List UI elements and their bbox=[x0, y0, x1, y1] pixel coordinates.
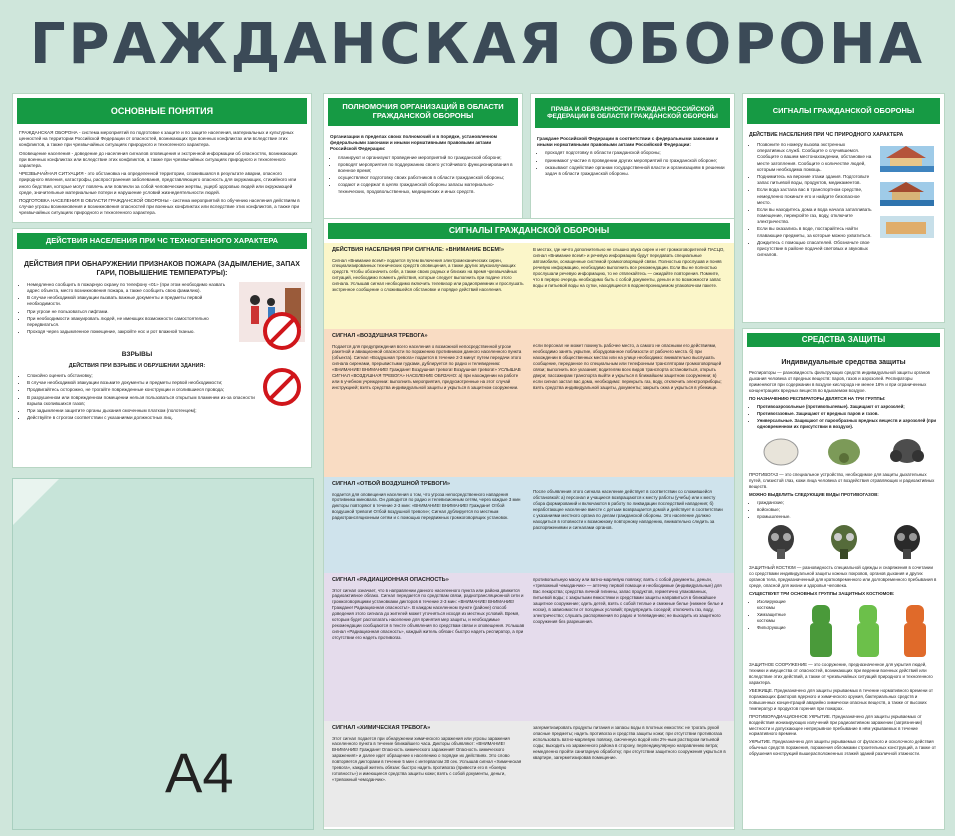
list-item: • При задымлении защитите органы дыхания смоченным платком (полотенцем); bbox=[27, 408, 255, 414]
list-item: • Действуйте в строгом соответствии с указаниями должностных лиц. bbox=[27, 415, 255, 421]
pocket-corner bbox=[13, 479, 59, 525]
paragraph: СУЩЕСТВУЕТ ТРИ ОСНОВНЫХ ГРУППЫ ЗАЩИТНЫХ КОСТЮМОВ: bbox=[749, 591, 895, 597]
list-item: • Если вы находитесь дома и вода начала затапливать помещение, перекройте газ, воду, отключите электричество. bbox=[757, 207, 872, 226]
paragraph: Граждане Российской Федерации в соответствии с федеральными законами и иными нормативными правовыми актами Российской Федерации: bbox=[537, 136, 719, 148]
paragraph: ЧРЕЗВЫЧАЙНАЯ СИТУАЦИЯ - это обстановка на определенной территории, сложившаяся в результате аварии, опасного природного явления, катастрофы, распространения заболевания, представляющего опасность для окружающих, стихийного или иного бедствия, которые могут повлечь или повлекли за собой человеческие жертвы, ущерб здоровью людей или окружающей среде, значительные материальные потери и нарушение условий жизнедеятельности людей. bbox=[19, 171, 297, 195]
civil-signals-card bbox=[323, 218, 735, 830]
powers-body bbox=[324, 130, 522, 200]
paragraph: подается для оповещения населения о том, что угроза непосредственного нападения противника миновала. Он доводится по радио и телевизионным сетям, через каждые 3 мин дикторы повторяют в течение 2-3 мин: «ВНИМАНИЕ! ВНИМАНИЕ! Граждане! Отбой воздушной тревоги! Отбой воздушной тревоги»; Сигнал дублируется по местным радиотрансляционным сетям и с помощью передвижных громкоговорящих установок. bbox=[332, 491, 521, 521]
list-item: • проходят подготовку в области гражданской обороны; bbox=[545, 150, 728, 156]
list-item: • При угрозе не пользоваться лифтами. bbox=[27, 309, 233, 315]
technogenic-body bbox=[13, 253, 311, 442]
natural-subtitle: ДЕЙСТВИЕ НАСЕЛЕНИЯ ПРИ ЧС ПРИРОДНОГО ХАРАКТЕРА bbox=[749, 132, 904, 138]
paragraph: После объявления этого сигнала население действует в соответствии со сложившейся обстановкой: а) персонал и учащиеся возвращаются к месту работы (учебы) или к месту сбора формирований и включаются в работу по ликвидации последствий нападения; б) неработающее население вместе с детьми возвращается домой и действует в соответствии с указаниями местного органа по делам гражданской обороны. Это население должно находиться в готовности к возможному повторному нападению, внимательно следить за распоряжениями и сигналами органов. bbox=[533, 489, 723, 530]
list-item: • Спокойно оценить обстановку; bbox=[27, 373, 255, 379]
list-item: • Немедленно сообщить в пожарную охрану по телефону «01» (при этом необходимо назвать адрес объекта, место возникновения пожара, а также сообщить свою фамилию). bbox=[27, 282, 233, 294]
suits-illustration bbox=[797, 599, 938, 659]
paragraph: ЗАЩИТНЫЙ КОСТЮМ — разновидность специальной одежды и снаряжения в сочетании со средствами индивидуальной защиты кожных покровов, органов дыхания и других органов тела, предназначенный для кратковременного или долговременного пребывания в среде, опасной для жизни и здоровья человека. bbox=[749, 565, 937, 589]
signal-air-clear-title: СИГНАЛ «ОТБОЙ ВОЗДУШНОЙ ТРЕВОГИ» bbox=[332, 481, 450, 487]
protection-card bbox=[742, 328, 945, 830]
signal-radiation-title: СИГНАЛ «РАДИАЦИОННАЯ ОПАСНОСТЬ» bbox=[332, 577, 449, 583]
list-item: • При необходимости эвакуировать людей, не имеющих возможности самостоятельно передвигаться. bbox=[27, 316, 233, 328]
list-item: • проводят мероприятия по поддержанию своего устойчивого функционирования в военное время; bbox=[338, 162, 516, 174]
no-fire-icon bbox=[263, 312, 301, 350]
no-gas-icon bbox=[263, 368, 301, 406]
respirators-illustration bbox=[749, 434, 938, 468]
signals-natural-header: СИГНАЛЫ ГРАЖДАНСКОЙ ОБОРОНЫ bbox=[747, 98, 940, 124]
powers-header: ПОЛНОМОЧИЯ ОРГАНИЗАЦИЙ В ОБЛАСТИ ГРАЖДАНСКОЙ ОБОРОНЫ bbox=[328, 98, 518, 126]
gas-masks-illustration bbox=[749, 523, 938, 561]
list-item: • Если вода застала вас в транспортном средстве, немедленно покиньте его и найдите безопасное место. bbox=[757, 187, 872, 206]
paragraph: ГРАЖДАНСКАЯ ОБОРОНА - система мероприятий по подготовке к защите и по защите населения, материальных и культурных ценностей на территории Российской Федерации от опасностей, возникающих при военных конфликтах или вследствие этих конфликтов, а также при чрезвычайных ситуациях природного и техногенного характера. bbox=[19, 130, 294, 148]
list-item: • планируют и организуют проведение мероприятий по гражданской обороне; bbox=[338, 155, 516, 161]
protection-header: СРЕДСТВА ЗАЩИТЫ bbox=[747, 333, 940, 347]
signal-chemical-band bbox=[324, 721, 734, 827]
paragraph: если персонал не может покинуть рабочее место, а самого не опасными его действиями, необходимо занять укрытие, оборудованное поблизости от рабочего места. б) при нахождении в общественных местах или на улице необходимо: внимательно выслушать сообщение, переданное по специальным или телефонным трансляторам громкоговорящей связи; выполнить все указания; водителям всех видов транспорта остановиться, открыть двери; пассажирам транспорта выйти и укрыться в ближайшем защитном сооружении; в) если сигнал застал вас дома, необходимо: перекрыть газ, воду, отключить электроприборы; взять средства индивидуальной защиты, документы; закрыть окна и укрыться в убежище. bbox=[533, 343, 722, 390]
list-item: • Химзащитные костюмы bbox=[757, 612, 793, 624]
list-item: • создают и содержат в целях гражданской обороны запасы материально-технических, продовольственных, медицинских и иных средств. bbox=[338, 182, 516, 194]
list-item: • гражданские; bbox=[757, 500, 938, 506]
paragraph: Сигнал «Внимание всем!» подается путем включения электромеханических сирен, специализированных технических средств оповещения, а также других звукоизлучающих средств. Чтобы обозначить себя, а также своих родных и близких на время чрезвычайных ситуаций, необходимо помнить действия, которые следует выполнить при подаче этого сигнала. Услышав сигнал необходимо включить телевизор или радиоприемник и прослушать экстренное сообщение о сложившейся обстановке и порядке действий населения. bbox=[332, 257, 524, 293]
paragraph: ЗАЩИТНОЕ СООРУЖЕНИЕ — это сооружение, предназначенное для укрытия людей, техники и имущества от опасностей, возникающих при ведении военных действий или вследствие этих действий, а также от чрезвычайных ситуаций природного и техногенного характера. bbox=[749, 662, 933, 685]
paragraph: противопыльную маску или ватно-марлевую повязку; взять с собой документы, деньги, «тревожный чемоданчик» — аптечку первой помощи и необходимые (индивидуальные) для Вас лекарства; средства личной гигиены, запас продуктов, герметично упакованных, питьевой воды; с закрытыми ёмкостями и средствами защиты направиться в ближайшее защитное сооружение; одеть детей, взять с собой теплые и смежные белье (нижнее белье и носки), в зависимости от погодных условий; предупредить соседей; отключить газ, воду, электричество; слушать распоряжения по радио и телевидению; не выходить из защитного сооружения без разрешения. bbox=[533, 577, 724, 624]
paragraph: ПО НАЗНАЧЕНИЮ РЕСПИРАТОРЫ ДЕЛЯТСЯ НА ТРИ ГРУППЫ: bbox=[749, 396, 886, 402]
rights-card bbox=[530, 93, 735, 223]
list-item: • Позвоните по номеру вызова экстренных оперативных служб. Сообщите о случившемся. Сообщите о вашем местонахождении, обстановке на месте затопления. Сообщите о количестве людей, которым необходима помощь. bbox=[757, 142, 872, 173]
paragraph: Подается для предупреждения всего населения о возможной непосредственной угрозе ракетной и авиационной опасности по поражению противником данного населенного пункта (объекта). Сигнал «Воздушная тревога» подается в течение 2-3 минут путем передачи этого сигнала сиренами, прерывистыми гудками, дублируется по радио и телевидению: «ВНИМАНИЕ! ВНИМАНИЕ! Граждане! Воздушная тревога! Воздушная тревога!» УСЛЫШАВ СИГНАЛ «ВОЗДУШНАЯ ТРЕВОГА» НАСЕЛЕНИЕ ОБЯЗАНО: а) при нахождении на работе или в учебном учреждении: выполнить мероприятия, предусмотренные на этот случай инструкцией; взять средства индивидуальной защиты и укрыться в защитном сооружении. bbox=[332, 343, 522, 391]
protection-subtitle: Индивидуальные средства защиты bbox=[781, 359, 906, 366]
list-item: • Изолирующие костюмы bbox=[757, 599, 793, 611]
paragraph: Этот сигнал подается при обнаружении химического заражения или угрозы заражения населенного пункта в течение ближайшего часа. Дикторы объявляют: «ВНИМАНИЕ! ВНИМАНИЕ! Граждане! Опасность химического заражения! Опасность химического заражения!» и далее идет обращение к населению о порядке их действиях. Это слово повторяется дикторами в течение 5 мин с интервалом 30 сек. Услышав сигнал «Химическая тревога», каждый житель обязан: быстро надеть противогаз (привести его в «боевую готовность») и имеющиеся средства защиты кожи; взять с собой документы, деньги, «тревожный чемоданчик». bbox=[332, 735, 522, 783]
paragraph: загерметизировать продукты питания и запасы воды в плотных емкостях: не трогать рукой опасные предметы; надеть противогаз и средства защиты кожи; при отсутствии противогаза использовать ватно-марлевую повязку, смоченную водой или 2%-ным раствором питьевой соды; выходить из зараженного района в сторону, перпендикулярную направлению ветра; немедленно пройти санитарную обработку; при отсутствии защитного сооружения укрыться в квартире, загерметизировав помещение. bbox=[533, 725, 726, 760]
paragraph: УКРЫТИЕ. Предназначено для защиты укрываемых от фугасного и осколочного действия обычных средств поражения, поражения обломками строительных конструкций, а также от обрушения конструкций вышерасположенных этажей зданий различной этажности. bbox=[749, 739, 937, 757]
signals-natural-body bbox=[743, 128, 944, 263]
paragraph: МОЖНО ВЫДЕЛИТЬ СЛЕДУЮЩИЕ ВИДЫ ПРОТИВОГАЗОВ: bbox=[749, 491, 879, 497]
paragraph: ПРОТИВОРАДИАЦИОННОЕ УКРЫТИЕ. Предназначено для защиты укрываемых от воздействия ионизирующих излучений при радиоактивном заражении (загрязнении) местности и допускающее непрерывное пребывание в нём укрываемых в течение нормативного времени. bbox=[749, 713, 923, 737]
paragraph: ПРОТИВОГАЗ — это специальное устройство, необходимое для защиты дыхательных путей, слизистой глаз, кожи лица человека от воздействия отравляющих и радиоактивных веществ. bbox=[749, 471, 935, 489]
rights-body bbox=[531, 132, 734, 182]
paragraph: Этот сигнал означает, что в направлении данного населенного пункта или района движется радиоактивное облако. Сигнал передается по средствам связи, радиотрансляционной сети и громкоговорящими установками дикторов в течение 2-3 мин: «ВНИМАНИЕ! ВНИМАНИЕ! Граждане! Радиационная опасность!». В каждом населенном пункте (районе) способ доведения этого сигнала до жителей может уточняться исходя из местных условий. Время, которым будет располагать население для принятия мер защиты, и необходимые рекомендации сообщаются в тексте объявления по средствам связи и оповещения. Услышав сигнал «Радиационная опасность», каждый житель обязан: быстро надеть респиратор, а при отсутствии его надеть противогаз. bbox=[332, 587, 525, 641]
explosion-title: ВЗРЫВЫ bbox=[121, 350, 153, 358]
list-item: • Дождитесь с помощью спасателей. Обозначьте свое присутствие в районе подачей световых и звуковых сигналов. bbox=[757, 240, 872, 259]
list-item: • Противоаэрозольные (противопылевые). Защищают от аэрозолей; bbox=[757, 404, 938, 410]
list-item: • Универсальные. Защищают от парообразных вредных веществ и аэрозолей (при одновременном их присутствии в воздухе). bbox=[757, 418, 938, 430]
signal-air-alert-title: СИГНАЛ «ВОЗДУШНАЯ ТРЕВОГА» bbox=[332, 333, 428, 339]
signal-attention-title: ДЕЙСТВИЯ НАСЕЛЕНИЯ ПРИ СИГНАЛЕ: «ВНИМАНИЕ ВСЕМ!» bbox=[332, 247, 504, 253]
signal-radiation-band bbox=[324, 573, 734, 721]
a4-label: A4 bbox=[165, 741, 234, 804]
signal-chemical-title: СИГНАЛ «ХИМИЧЕСКАЯ ТРЕВОГА» bbox=[332, 725, 431, 731]
basic-concepts-body bbox=[13, 128, 311, 222]
list-item: • промышленные. bbox=[757, 514, 938, 520]
signal-air-alert-band bbox=[324, 329, 734, 477]
page-title: ГРАЖДАНСКАЯ ОБОРОНА bbox=[29, 12, 926, 77]
fire-subtitle: ДЕЙСТВИЯ ПРИ ОБНАРУЖЕНИИ ПРИЗНАКОВ ПОЖАРА (ЗАДЫМЛЕНИЕ, ЗАПАХ ГАРИ, ПОВЫШЕНИЕ ТЕМПЕРАТУРЫ): bbox=[24, 261, 300, 278]
list-item: • В случае необходимой эвакуации возьмите документы и предметы первой необходимости; bbox=[27, 380, 255, 386]
list-item: • войсковые; bbox=[757, 507, 938, 513]
paragraph: Организации в пределах своих полномочий и в порядке, установленном федеральными законами и иными нормативными правовыми актами Российской Федерации: bbox=[330, 134, 498, 152]
basic-concepts-header: ОСНОВНЫЕ ПОНЯТИЯ bbox=[17, 98, 307, 124]
paragraph: УБЕЖИЩЕ. Предназначено для защиты укрываемых в течение нормативного времени от поражающих факторов ядерного и химического оружия, бактериальных средств и повышенных концентраций аварийно химически опасных веществ, а также от высоких температур и продуктов горения при пожарах. bbox=[749, 687, 934, 711]
paragraph: Оповещение населения - доведение до населения сигналов оповещения и экстренной информации об опасностях, возникающих при военных конфликтах или вследствие этих конфликтов, а также при чрезвычайных ситуациях природного и техногенного характера. bbox=[19, 150, 298, 168]
list-item: • Поднимитесь на верхние этажи здания. Подготовьте запас питьевой воды, продуктов, медикаментов. bbox=[757, 174, 872, 186]
signal-air-clear-band bbox=[324, 477, 734, 573]
basic-concepts-card bbox=[12, 93, 312, 223]
list-item: • осуществляют подготовку своих работников в области гражданской обороны; bbox=[338, 175, 516, 181]
technogenic-card bbox=[12, 228, 312, 468]
civil-signals-header: СИГНАЛЫ ГРАЖДАНСКОЙ ОБОРОНЫ bbox=[328, 223, 730, 239]
list-item: • Фильтрующие bbox=[757, 625, 793, 631]
signal-attention-band bbox=[324, 243, 734, 329]
list-item: • оказывают содействие органам государственной власти и организациям в решении задач в области гражданской обороны. bbox=[545, 165, 728, 177]
list-item: • Продвигайтесь осторожно, не трогайте поврежденные конструкции и оголившиеся провода; bbox=[27, 387, 255, 393]
flood-house-illustration bbox=[876, 142, 938, 242]
list-item: • В разрушенном или поврежденном помещении нельзя пользоваться открытым пламенем из-за опасности взрыва скопившихся газов; bbox=[27, 395, 255, 407]
technogenic-header: ДЕЙСТВИЯ НАСЕЛЕНИЯ ПРИ ЧС ТЕХНОГЕННОГО ХАРАКТЕРА bbox=[17, 233, 307, 249]
paragraph: Респираторы — разновидность фильтрующих средств индивидуальной защиты органов дыхания человека от вредных веществ: паров, газов и аэрозолей. Респираторы применяются при содержании в воздухе кислорода не менее 18% и при ограниченных концентрациях вредных веществ во вдыхаемом воздухе. bbox=[749, 370, 930, 394]
list-item: • Проходя через задымленное помещение, закройте нос и рот влажной тканью. bbox=[27, 329, 233, 335]
list-item: • принимают участие в проведении других мероприятий по гражданской обороне; bbox=[545, 158, 728, 164]
list-item: • В случае необходимой эвакуации вызвать важные документы и предметы первой необходимости. bbox=[27, 295, 233, 307]
signals-natural-card bbox=[742, 93, 945, 323]
paragraph: ПОДГОТОВКА НАСЕЛЕНИЯ В ОБЛАСТИ ГРАЖДАНСКОЙ ОБОРОНЫ - система мероприятий по обучению населения действиям в случае угрозы возникновения и возникновения опасностей при военных конфликтах или вследствие этих конфликтов, а также при чрезвычайных ситуациях природного и техногенного характера. bbox=[19, 197, 300, 216]
list-item: • Если вы оказались в воде, постарайтесь найти плавающие предметы, за которые можно ухватиться. bbox=[757, 226, 872, 238]
paragraph: В местах, где ничто дополнительно не слышно звука сирен и нет громкоговорителей ПАСЦО, сигнал «Внимание всем!» и речевую информацию будут передавать специальные автомобили, оснащенные системой громкоговорящей связи. Полностью прослушав и поняв речевую информацию, необходимо выполнить все рекомендации. Если Вы не полностью прослушали речевую информацию, то не отвлекайтесь — ожидайте повторения. Помните, что в первую очередь необходимо быть с собой документы, деньги и по возможности запас воды и питьевой воды на сутки, находящиеся в водонепроницаемом упаковочном пакете. bbox=[533, 247, 725, 288]
powers-card bbox=[323, 93, 523, 223]
protection-body bbox=[743, 351, 944, 763]
rights-header: ПРАВА И ОБЯЗАННОСТИ ГРАЖДАН РОССИЙСКОЙ ФЕДЕРАЦИИ В ОБЛАСТИ ГРАЖДАНСКОЙ ОБОРОНЫ bbox=[535, 98, 730, 128]
a4-pocket bbox=[12, 478, 314, 830]
list-item: • Противогазовые. Защищают от вредных паров и газов. bbox=[757, 411, 938, 417]
explosion-subtitle: ДЕЙСТВИЯ ПРИ ВЗРЫВЕ И ОБРУШЕНИИ ЗДАНИЯ: bbox=[68, 362, 206, 369]
